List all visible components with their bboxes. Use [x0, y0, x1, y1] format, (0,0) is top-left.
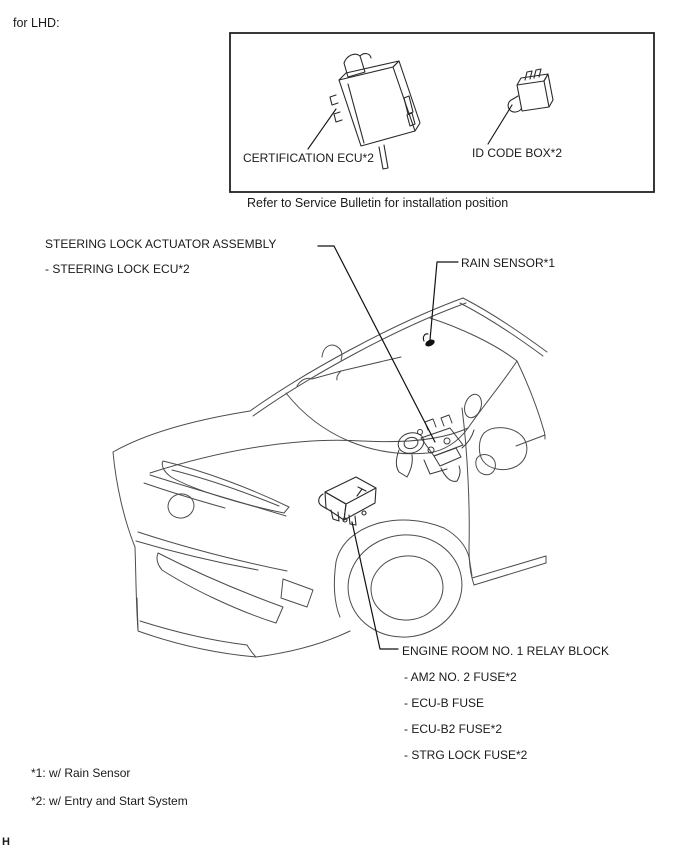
steering-lock-actuator-drawing [396, 415, 474, 481]
variant-label: for LHD: [13, 16, 60, 30]
relay-block-item: - AM2 NO. 2 FUSE*2 [404, 670, 517, 684]
inset-caption: Refer to Service Bulletin for installation position [247, 196, 509, 210]
steering-lock-label-line1: STEERING LOCK ACTUATOR ASSEMBLY [45, 237, 277, 251]
relay-block-item: - ECU-B FUSE [404, 696, 485, 710]
car-illustration [113, 298, 547, 657]
inset-box-border [230, 33, 654, 192]
id-code-box-drawing [508, 69, 553, 112]
relay-block-item: - ECU-B2 FUSE*2 [404, 722, 503, 736]
footnote-1: *1: w/ Rain Sensor [31, 766, 131, 780]
relay-block-item: - STRG LOCK FUSE*2 [404, 748, 528, 762]
rain-sensor-mark [423, 334, 435, 348]
steering-leader-line [318, 246, 435, 442]
page-marker: H [2, 836, 10, 848]
steering-lock-label-line2: - STEERING LOCK ECU*2 [45, 262, 190, 276]
callout-leader-lines [318, 246, 458, 649]
rain-sensor-label: RAIN SENSOR*1 [461, 256, 556, 270]
certification-ecu-label: CERTIFICATION ECU*2 [243, 151, 374, 165]
inset-leader-lines [308, 105, 512, 149]
id-code-box-label: ID CODE BOX*2 [472, 146, 563, 160]
relay-block-title: ENGINE ROOM NO. 1 RELAY BLOCK [402, 644, 609, 658]
relay-block-drawing [319, 477, 376, 525]
footnote-2: *2: w/ Entry and Start System [31, 794, 188, 808]
